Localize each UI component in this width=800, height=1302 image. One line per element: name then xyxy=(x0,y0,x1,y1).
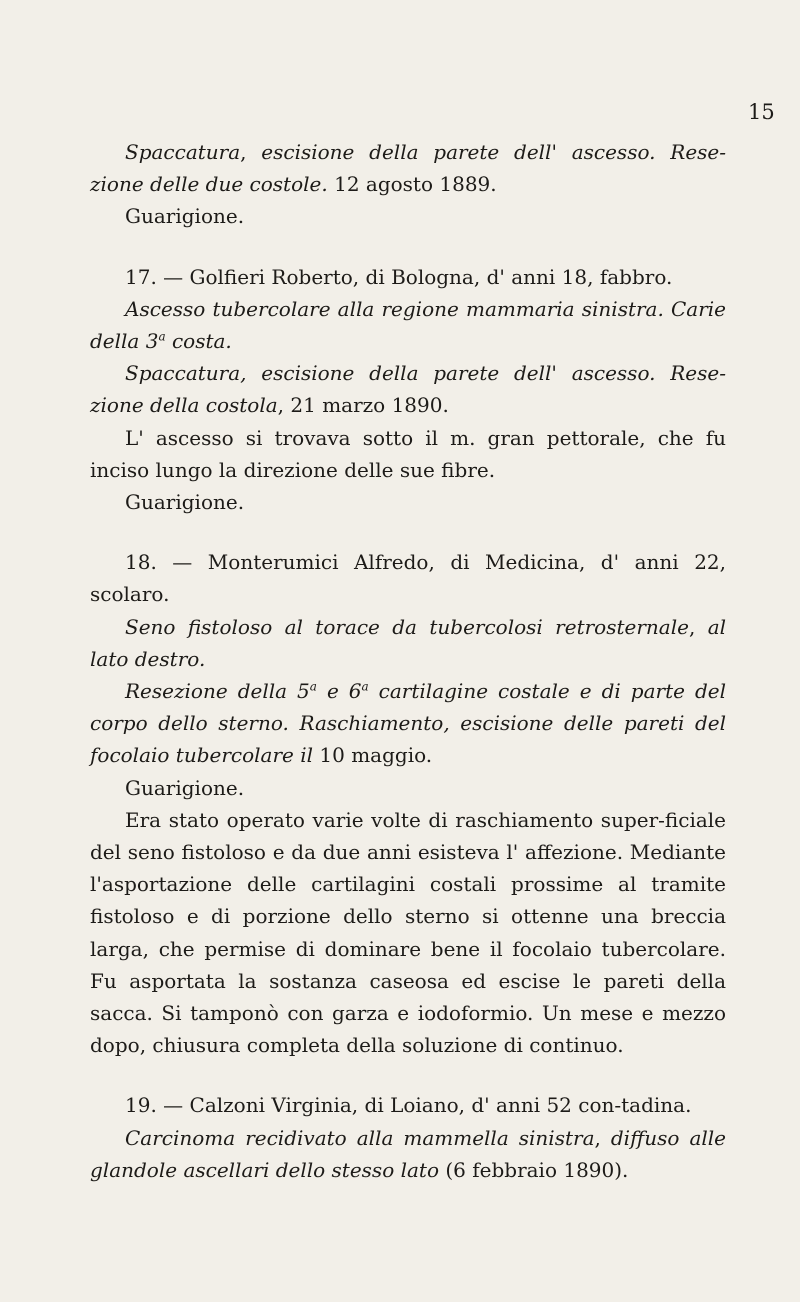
paragraph-p7 xyxy=(90,486,726,518)
text-run: a xyxy=(361,679,369,694)
text-run: 12 agosto 1889. xyxy=(327,172,497,197)
paragraph-p9 xyxy=(90,611,726,675)
paragraph-p4 xyxy=(90,293,726,357)
paragraph-p6 xyxy=(90,422,726,486)
paragraph-p13 xyxy=(90,1089,726,1121)
text-run: Era stato operato varie volte di raschiamento super-ficiale del seno fistoloso e da due anni esisteva l' affezione. Mediante l'asportazione delle cartilagini costali prossime al tramite fistoloso e di porzione dello sterno si ottenne una breccia larga, che permise di dominare bene il focolaio tubercolare. Fu asportata la sostanza caseosa ed escise le pareti della sacca. Si tamponò con garza e iodoformio. Un mese e mezzo dopo, chiusura completa della soluzione di continuo. xyxy=(90,807,726,1058)
text-run: a xyxy=(309,679,317,694)
paragraph-gap xyxy=(90,518,726,546)
text-run: 18. — Monterumici Alfredo, di Medicina, d' anni 22, scolaro. xyxy=(90,550,726,607)
page-number: 15 xyxy=(748,100,775,124)
text-run: Carcinoma recidivato alla mammella sinistra xyxy=(125,1125,595,1150)
paragraph-gap xyxy=(90,1061,726,1089)
text-run: a xyxy=(158,329,166,344)
text-run: 17. — Golfieri Roberto, di Bologna, d' anni 18, fabbro. xyxy=(125,264,673,289)
paragraph-p3 xyxy=(90,261,726,293)
paragraph-p8 xyxy=(90,546,726,610)
paragraph-p11 xyxy=(90,772,726,804)
paragraph-p10 xyxy=(90,675,726,772)
paragraph-p12 xyxy=(90,804,726,1062)
paragraph-p2 xyxy=(90,200,726,232)
text-run: Spaccatura xyxy=(125,140,241,164)
text-run: e 6 xyxy=(316,679,362,704)
text-run: costa. xyxy=(165,329,232,354)
text-run: al lato destro. xyxy=(90,614,727,671)
body-text xyxy=(90,136,726,1186)
text-run: escisione della parete dell' ascesso. Rese-zione delle due costole. xyxy=(90,140,727,197)
text-run: (6 febbraio 1890). xyxy=(438,1157,629,1182)
text-run: diffuso alle glandole ascellari dello stesso lato xyxy=(90,1125,726,1182)
paragraph-p1 xyxy=(90,136,726,200)
paragraph-p5 xyxy=(90,357,726,421)
text-run: Guarigione. xyxy=(125,775,245,800)
text-run: Seno fistoloso al torace da tubercolosi retrosternale xyxy=(125,614,689,639)
text-run: Resezione della 5 xyxy=(125,679,310,704)
paragraph-p14 xyxy=(90,1122,726,1186)
text-run: 19. — Calzoni Virginia, di Loiano, d' anni 52 con-tadina. xyxy=(125,1093,692,1118)
text-run: cartilagine costale e di parte del corpo dello sterno. Raschiamento, escisione delle pareti del focolaio tubercolare il xyxy=(90,679,726,768)
text-run: , xyxy=(688,614,708,639)
text-run: Spaccatura, escisione della parete dell' ascesso. Rese-zione della costola xyxy=(90,361,726,418)
text-run: L' ascesso si trovava sotto il m. gran pettorale, che fu inciso lungo la direzione delle sue fibre. xyxy=(90,425,726,482)
text-run: 10 maggio. xyxy=(313,743,433,768)
text-run: Guarigione. xyxy=(125,490,245,515)
text-run: Ascesso tubercolare alla regione mammaria sinistra. Carie della 3 xyxy=(90,296,726,354)
text-run: Guarigione. xyxy=(125,204,245,229)
text-run: , xyxy=(594,1125,611,1150)
text-run: , 21 marzo 1890. xyxy=(277,393,449,418)
text-run: , xyxy=(240,140,262,164)
paragraph-gap xyxy=(90,233,726,261)
